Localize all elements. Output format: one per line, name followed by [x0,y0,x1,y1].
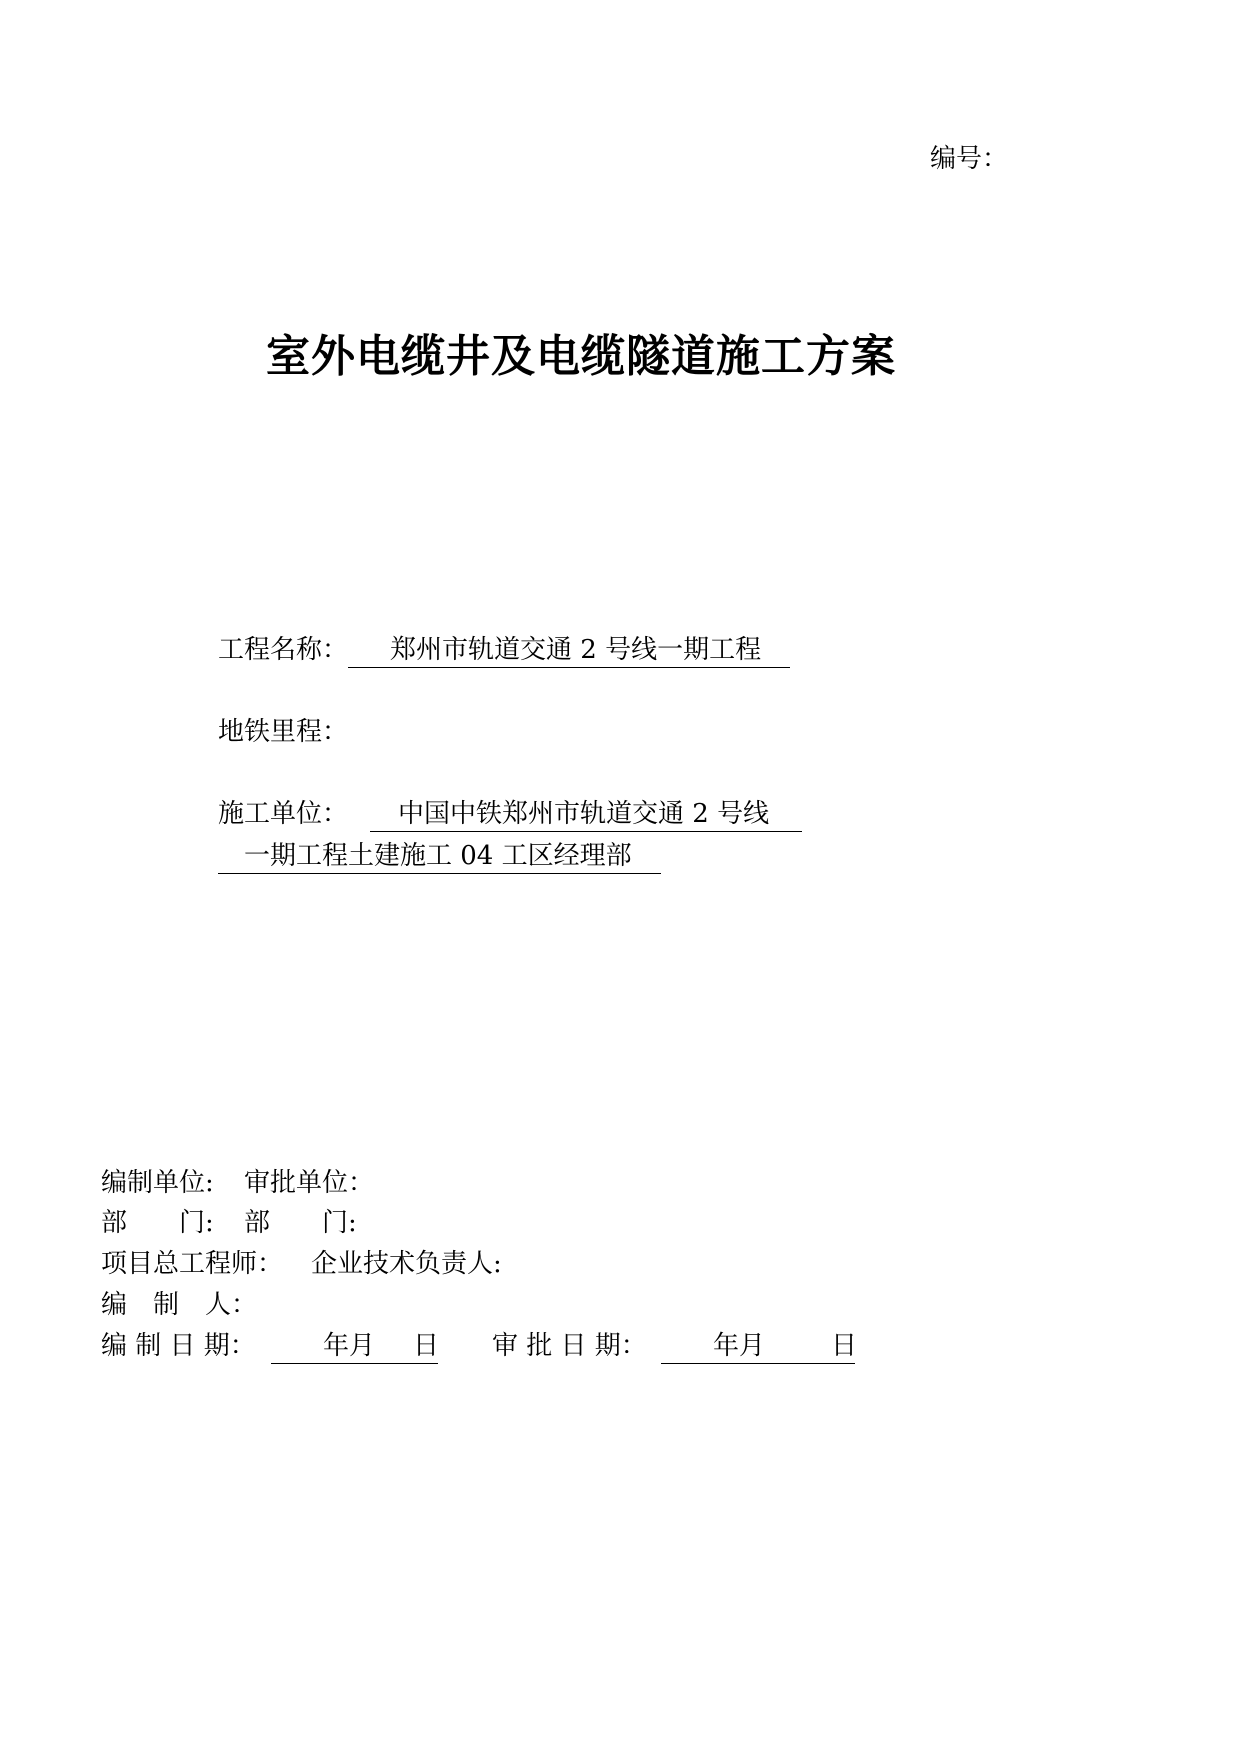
document-title: 室外电缆井及电缆隧道施工方案 [266,331,896,382]
dept-label-2: 部 门: [244,1208,357,1238]
approve-date-field [661,1330,858,1364]
approve-date-month: 月 [739,1331,766,1361]
prep-date-month: 月 [349,1331,376,1361]
tech-lead-label: 企业技术负责人: [311,1249,502,1279]
contractor-row-2 [218,840,661,874]
contractor-row [218,798,802,832]
prep-date-field [271,1330,438,1364]
project-name-label: 工程名称： [218,635,349,665]
contractor-value-line2-field [218,840,661,874]
approve-date-label: 审 批 日 期： [492,1331,647,1361]
approve-date-year: 年 [713,1331,740,1361]
project-name-value: 郑州市轨道交通 2 号线一期工程 [390,635,762,665]
contractor-value-line1-field [370,798,802,832]
project-name-row [218,634,790,668]
prep-date-label: 编 制 日 期： [101,1331,256,1361]
contractor-value-line2: 一期工程土建施工 04 工区经理部 [244,841,632,871]
preparer-label: 编 制 人： [101,1290,258,1320]
project-name-value-field [348,634,790,668]
contractor-value-line1: 中国中铁郑州市轨道交通 2 号线 [398,799,770,829]
prep-unit-label: 编制单位: [101,1168,214,1198]
dept-label-1: 部 门: [101,1208,214,1238]
chief-engineer-label: 项目总工程师： [101,1249,284,1279]
approve-unit-label: 审批单位： [244,1168,375,1198]
prep-date-year: 年 [323,1331,350,1361]
contractor-label: 施工单位： [218,799,349,829]
prep-date-day: 日 [413,1331,440,1361]
mileage-label: 地铁里程： [218,717,349,747]
serial-number-label: 编号： [930,144,1009,174]
approve-date-day: 日 [831,1331,858,1361]
